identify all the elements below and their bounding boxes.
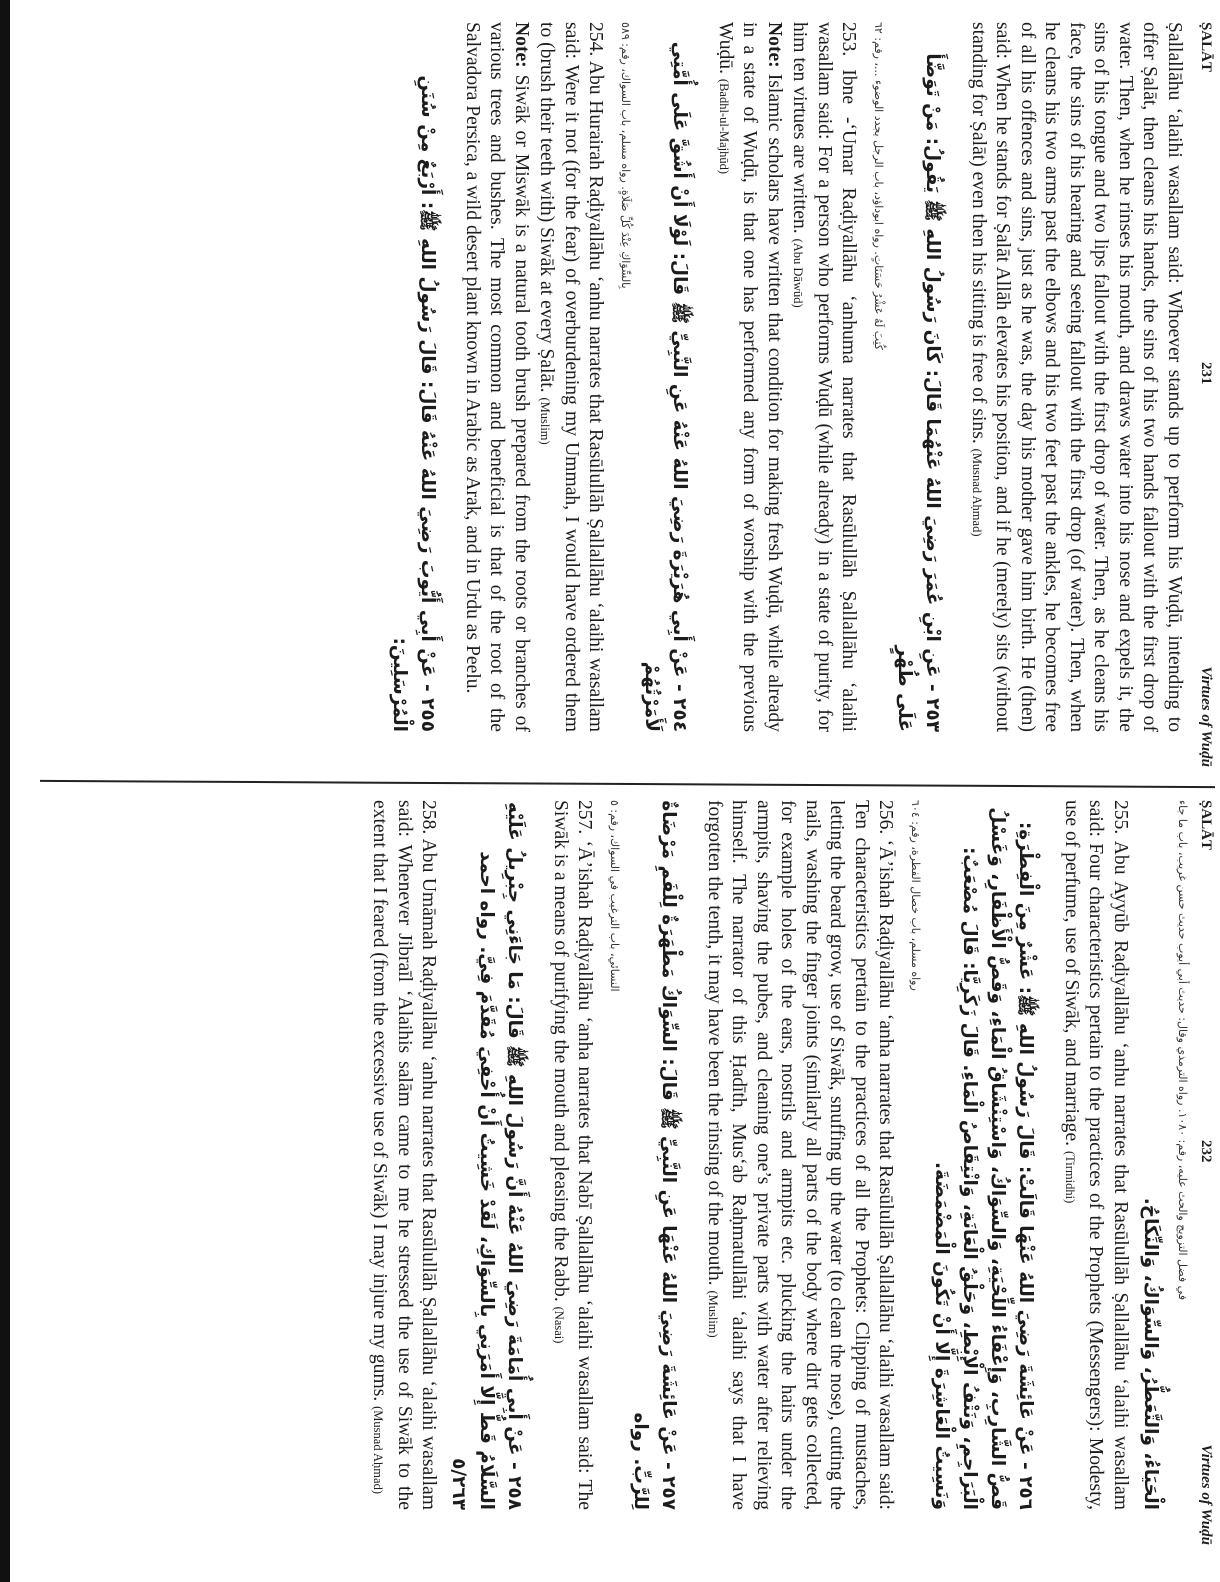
arabic-reference-255: في فضل التزويج والحث عليه، رقم: ١٠٨٠. رواه الترمذي وقال: حديث أبي أيوب حديث حسن غريب، باب ما جاء xyxy=(1176,800,1189,1301)
hadith-258 xyxy=(366,800,441,1510)
source-citation: (Abu Dāwūd) xyxy=(791,238,806,308)
arabic-hadith-258: ٢٥٨ - عَنْ أَبِي أُمَامَةَ رَضِيَ اللهُ عَنْهُ أَنَّ رَسُولَ اللهِ ﷺ قَالَ: مَا جَاءَنِي جِبْرِيلُ عَلَيْهِ السَّلَامُ قَطُّ إِلَّا أَمَرَنِي بِالسِّوَاكِ، لَقَدْ خَشِيتُ أَنْ أُحْفِيَ مُقَدَّمَ فِيَّ. رواه احمد ٥/٢٦٣ xyxy=(448,801,526,1510)
scan-binding-edge xyxy=(0,0,10,1582)
hadith-text: 258. Abu Umāmah Raḍiyallāhu ‘anhu narrates that Rasūlullāh Ṣallallāhu ‘alaihi wasallam said: Whenever Jibraīl ‘Alaihis salām came to me he stressed the use of Siwāk to the extent that I feared (from the excessive use of Siwāk) I may injure my gums. xyxy=(369,800,440,1510)
arabic-hadith-256: ٢٥٦ - عَنْ عَائِشَةَ رَضِيَ اللهُ عَنْهَا قَالَتْ: قَالَ رَسُولُ اللهِ ﷺ: عَشْرٌ مِنَ الْفِطْرَةِ: قَصُّ الشَّارِبِ، وَإِعْفَاءُ اللِّحْيَةِ، وَالسِّوَاكُ، وَاسْتِنْشَاقُ الْمَاءِ، وَقَصُّ الْأَظْفَارِ، وَغَسْلُ الْبَرَاجِمِ، وَنَتْفُ الْإِبْطِ، وَحَلْقُ الْعَانَةِ، وَانْتِقَاصُ الْمَاءِ. قَالَ زَكَرِيَّا: قَالَ مُصْعَبٌ: وَنَسِيتُ الْعَاشِرَةَ إِلَّا أَنْ تَكُونَ الْمَضْمَضَةَ. xyxy=(931,807,1037,1510)
paragraph xyxy=(965,22,1187,732)
hadith-text: 257. ‘Ā’ishah Raḍiyallāhu ‘anha narrates that Nabī Ṣallallāhu ‘alaihi wasallam said: The Siwāk is a means of purifying the mouth and pleasing the Rabb. xyxy=(550,800,596,1510)
page-body xyxy=(366,800,1190,1510)
note-253 xyxy=(712,22,787,732)
arabic-hadith-253: ٢٥٣ - عَنِ ابْنِ عُمَرَ رَضِيَ اللهُ عَنْهُمَا قَالَ: كَانَ رَسُولُ اللهِ ﷺ يَقُولُ: مَنْ تَوَضَّأَ عَلَى طُهْرٍ xyxy=(894,53,944,732)
source-citation: (Badhl-ul-Majhūd) xyxy=(717,78,731,175)
page-231 xyxy=(40,22,1220,767)
arabic-reference-253: كُتِبَ لَهُ عَشْرُ حَسَنَاتٍ. رواه ابوداؤد، باب الرجل يجدد الوضوء ...، رقم: ٦٢ xyxy=(872,22,886,351)
paragraph-text: Ṣallallāhu ‘alaihi wasallam said: Whoever stands up to perform his Wuḍū, intending to offer Ṣalāt, then cleans his hands, the sins of his two hands fallout with the first drop of water. Then, when he rinses his mouth, and draws water into his nose and expels it, the sins of his tongue and two lips fallout with the first drop of water. Then, as he cleans his face, the sins of his hearing and seeing fallout with the first drop (of water). Then, when he cleans his two arms past the elbows and his two feet past the ankles, he becomes free of all his offences and sins, just as he was, the day his mother gave him birth. He (then) said: When he stands for Ṣalāt Allāh elevates his position, and if he (merely) sits (without standing for Ṣalāt) even then his sitting is free of sins. xyxy=(968,22,1185,732)
chapter-title: Virtues of Wuḍū xyxy=(1198,1444,1214,1545)
arabic-hadith-254: ٢٥٤ - عَنْ أَبِي هُرَيْرَةَ رَضِيَ اللهُ عَنْهُ عَنِ النَّبِيِّ ﷺ قَالَ: لَوْلَا أَنْ أَشُقَّ عَلَى أُمَّتِي لَأَمَرْتُهُمْ xyxy=(641,41,691,732)
running-head xyxy=(1186,800,1220,1545)
page-body xyxy=(386,22,1187,732)
hadith-text: 256. ‘Ā’ishah Raḍiyallāhu ‘anha narrates that Rasūlullāh Ṣallallāhu ‘alaihi wasallam said: Ten characteristics pertain to the practices of all the Prophets: Clipping of mustaches, letting the beard grow, use of Siwāk, snuffing up the water (to clean the nose), cutting the nails, washing the finger joints (similarly all parts of the body where dirt gets collected, for example holes of the ears, nostrils and armpits etc. plucking the hairs under the armpits, shaving the pubes, and cleaning one’s private parts with water after relieving himself. The narrator of this Ḥadīth, Mus‘ab Raḥmatullāhi ‘alaihi says that I have forgotten the tenth, it may have been the rinsing of the mouth. xyxy=(704,800,897,1510)
note-text: Islamic scholars have written that condition for making fresh Wuḍū, while already in a state of Wuḍū, is that one has performed any form of worship with the previous Wuḍū. xyxy=(715,22,785,732)
arabic-hadith-255-continued: الْحَيَاءُ، وَالتَّعَطُّرُ، وَالسِّوَاكُ، وَالنِّكَاحُ. xyxy=(1140,1197,1161,1510)
hadith-text: 254. Abu Hurairah Raḍiyallāhu ‘anhu narrates that Rasūlullāh Ṣallallāhu ‘alaihi wasallam said: Were it not (for the fear) of overburdening my Ummah, I would have ordered them to (brush their teeth with) Siwāk at every Ṣalāt. xyxy=(536,22,607,732)
source-citation: (Muslim) xyxy=(706,1290,720,1338)
hadith-254 xyxy=(533,22,608,732)
source-citation: (Tirmidhi) xyxy=(1063,1150,1077,1204)
arabic-hadith-257: ٢٥٧ - عَنْ عَائِشَةَ رَضِيَ اللهُ عَنْهَا عَنِ النَّبِيِّ ﷺ قَالَ: السِّوَاكُ مَطْهَرَةٌ لِلْفَمِ مَرْضَاةٌ لِلرَّبِّ. رواه xyxy=(630,800,680,1510)
page-number: 232 xyxy=(1198,1140,1214,1163)
page-232 xyxy=(40,800,1220,1545)
hadith-text: 253. Ibne -‘Umar Raḍiyallāhu ‘anhuma narrates that Rasūlullāh Ṣallallāhu ‘alaihi wasallam said: For a person who performs Wuḍū (while already) in a state of purity, for him ten virtues are written. xyxy=(789,22,860,732)
hadith-256 xyxy=(701,800,898,1510)
running-head xyxy=(1186,22,1220,767)
arabic-reference-256: رواه مسلم، باب خصال الفطرة، رقم: ٦٠٤ xyxy=(909,800,923,991)
page-number: 231 xyxy=(1198,362,1214,385)
source-citation: (Nasai) xyxy=(552,1306,566,1344)
section-title: ṢALĀT xyxy=(1198,800,1214,851)
arabic-hadith-255: ٢٥٥ - عَنْ أَبِي أَيُّوبَ رَضِيَ اللهُ عَنْهُ قَالَ: قَالَ رَسُولُ اللهِ ﷺ: أَرْبَعٌ مِنْ سُنَنِ الْمُرْسَلِينَ: xyxy=(389,75,439,732)
arabic-reference-254: بِالسِّوَاكِ عِنْدَ كُلِّ صَلَاةٍ. رواه مسلم، باب السواك، رقم: ٥٨٩ xyxy=(619,22,633,289)
note-254 xyxy=(460,22,534,732)
source-citation: (Muslim) xyxy=(538,397,553,445)
section-title: ṢALĀT xyxy=(1198,22,1214,73)
source-citation: (Musnad Aḥmad) xyxy=(371,1406,386,1494)
note-label: Note: xyxy=(511,22,532,68)
hadith-257 xyxy=(547,800,597,1510)
source-citation: (Musnad Aḥmad) xyxy=(970,448,984,537)
chapter-title: Virtues of Wuḍū xyxy=(1198,666,1214,767)
hadith-255 xyxy=(1058,800,1133,1510)
hadith-253 xyxy=(786,22,861,732)
note-text: Siwāk or Miswāk is a natural tooth brush prepared from the roots or branches of various trees and bushes. The most common and beneficial is that of the root of the Salvadora Persica, a wild desert plant known in Arabic as Arak, and in Urdu as Peelu. xyxy=(462,22,532,732)
note-label: Note: xyxy=(764,22,785,68)
page-fold-line xyxy=(40,780,1215,788)
hadith-text: 255. Abu Ayyūb Raḍiyallāhu ‘anhu narrates that Rasūlullāh Ṣallallāhu ‘alaihi wasallam said: Four characteristics pertain to the practices of the Prophets (Messengers): Modesty, use of perfume, use of Siwāk, and marriage. xyxy=(1061,800,1131,1510)
arabic-reference-257: النسائي، باب الترغيب في السواك، رقم: ٥ xyxy=(608,800,622,992)
